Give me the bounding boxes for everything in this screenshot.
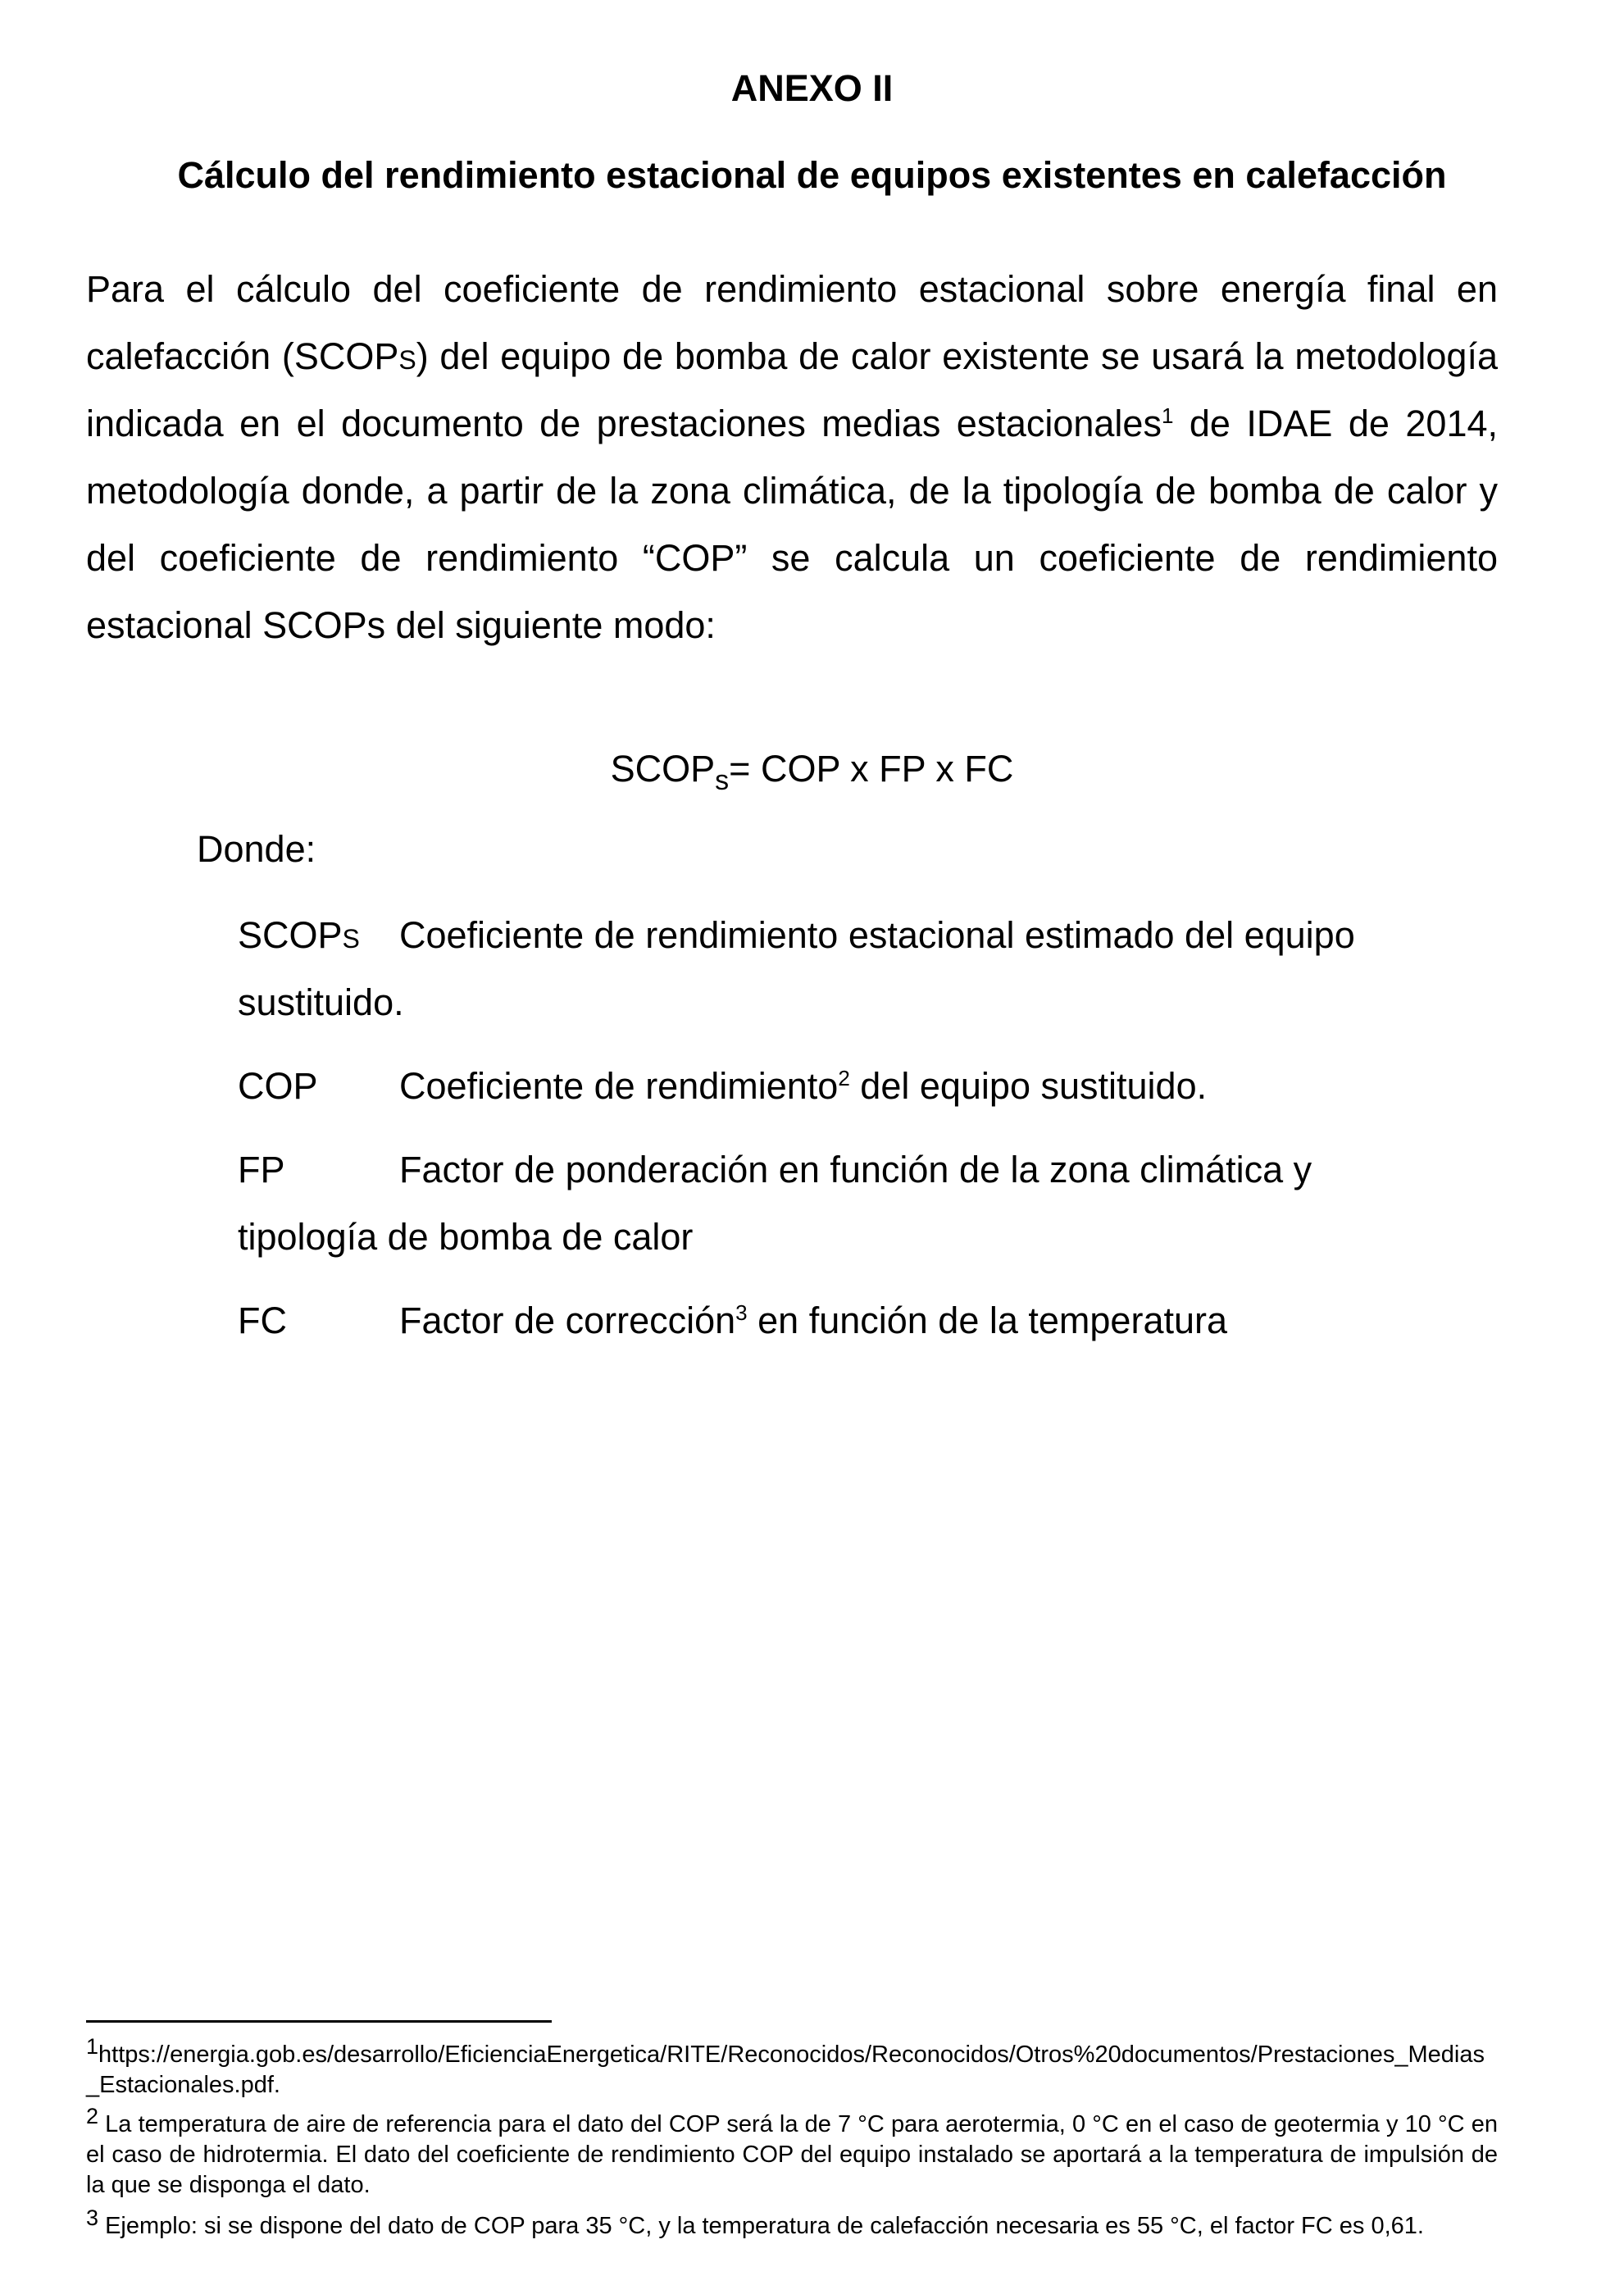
footnote-2: [86, 2104, 1498, 2201]
formula-rhs: = COP x FP x FC: [729, 748, 1014, 790]
donde-label: Donde:: [197, 828, 316, 870]
formula-lhs-subscript: s: [715, 765, 730, 796]
footnote-ref-2[interactable]: 2: [838, 1066, 850, 1090]
definition-cop: [238, 1053, 1426, 1120]
intro-text-2: ) del equipo de bomba de calor existente se usará la metodología indicada en el documento de prestaciones medias estacionales: [86, 335, 1498, 444]
definition-fc: [238, 1287, 1426, 1354]
intro-paragraph: [86, 256, 1498, 659]
definition-text: Factor de ponderación en función de la zona climática y tipología de bomba de calor: [238, 1149, 1312, 1258]
footnote-text: La temperatura de aire de referencia para el dato del COP será la de 7 °C para aerotermia, 0 °C en el caso de geotermia y 10 °C en el caso de hidrotermia. El dato del coeficiente de rendimiento COP del equipo instalado se aportará a la temperatura de impulsión de la que se disponga el dato.: [86, 2111, 1498, 2198]
definition-term: COP: [238, 1065, 318, 1107]
intro-subscript: S: [398, 345, 416, 375]
intro-text-1: Para el cálculo del coeficiente de rendimiento estacional sobre energía final en calefacción (SCOP: [86, 268, 1498, 377]
footnote-1: [86, 2034, 1498, 2101]
footnote-3: [86, 2205, 1498, 2242]
definition-text: Coeficiente de rendimiento: [399, 1065, 839, 1107]
definition-term: [238, 902, 399, 969]
definition-term-text: SCOP: [238, 914, 343, 956]
footnote-separator: [86, 2020, 552, 2023]
footnote-ref-3[interactable]: 3: [735, 1300, 748, 1325]
formula: [0, 748, 1624, 796]
definition-term-subscript: S: [342, 924, 360, 954]
definition-text: Factor de corrección: [399, 1300, 736, 1341]
definition-scops: [238, 902, 1426, 1036]
footnote-marker: 2: [86, 2104, 99, 2128]
intro-text-3: de IDAE de 2014, metodología donde, a partir de la zona climática, de la tipología de bomba de calor y del coeficiente de rendimiento “COP” se calcula un coeficiente de rendimiento estacional SCOPs del siguiente modo:: [86, 403, 1499, 646]
definition-term: FP: [238, 1149, 285, 1190]
annex-title: Cálculo del rendimiento estacional de equipos existentes en calefacción: [177, 154, 1447, 196]
formula-lhs: SCOP: [610, 748, 716, 790]
footnote-marker: 3: [86, 2205, 99, 2230]
footnote-link[interactable]: https://energia.gob.es/desarrollo/EficienciaEnergetica/RITE/Reconocidos/Reconocidos/Otros%20documentos/Prestaciones_Medias_Estacionales.pdf.: [86, 2042, 1485, 2098]
definition-fp: [238, 1136, 1426, 1271]
definition-term: FC: [238, 1300, 287, 1341]
definition-text-after: en función de la temperatura: [747, 1300, 1228, 1341]
footnote-ref-1[interactable]: 1: [1161, 403, 1174, 428]
definition-text: Coeficiente de rendimiento estacional estimado del equipo sustituido.: [238, 914, 1355, 1023]
definition-text-after: del equipo sustituido.: [849, 1065, 1208, 1107]
annex-heading: ANEXO II: [730, 67, 894, 109]
footnote-marker: 1: [86, 2034, 99, 2059]
footnote-text: Ejemplo: si se dispone del dato de COP para 35 °C, y la temperatura de calefacción necesaria es 55 °C, el factor FC es 0,61.: [98, 2213, 1424, 2239]
